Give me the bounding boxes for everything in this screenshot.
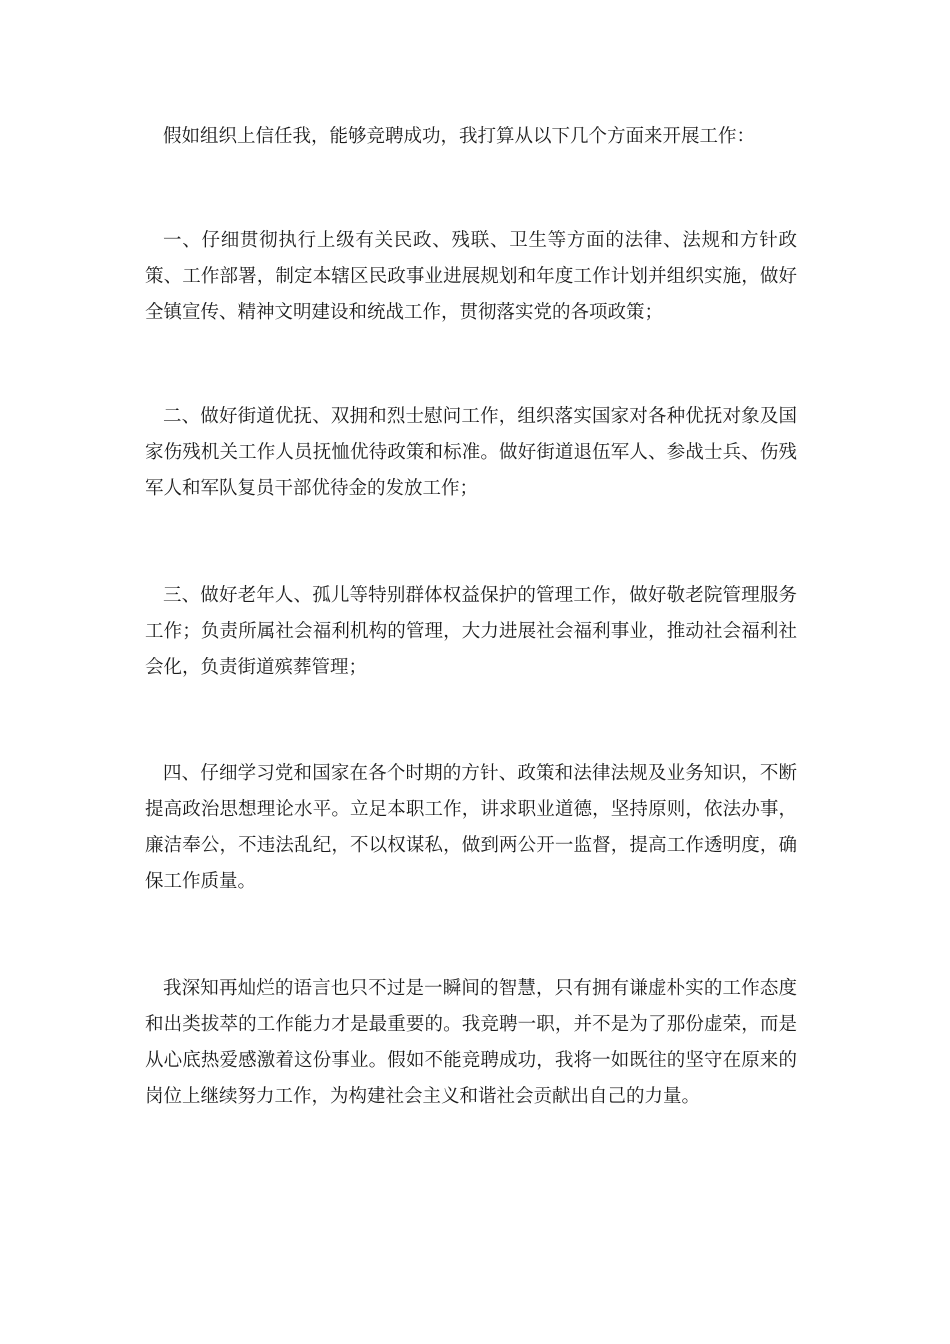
paragraph-item-1: 一、仔细贯彻执行上级有关民政、残联、卫生等方面的法律、法规和方针政策、工作部署，制定本辖区民政事业进展规划和年度工作计划并组织实施，做好全镇宣传、精神文明建设和统战工作，贯彻落实党的各项政策； bbox=[145, 230, 797, 323]
paragraph-closing: 我深知再灿烂的语言也只不过是一瞬间的智慧，只有拥有谦虚朴实的工作态度和出类拔萃的工作能力才是最重要的。我竞聘一职，并不是为了那份虚荣，而是从心底热爱感激着这份事业。假如不能竞聘成功，我将一如既往的坚守在原来的岗位上继续努力工作，为构建社会主义和谐社会贡献出自己的力量。 bbox=[145, 978, 797, 1107]
paragraph-item-4: 四、仔细学习党和国家在各个时期的方针、政策和法律法规及业务知识，不断提高政治思想理论水平。立足本职工作，讲求职业道德，坚持原则，依法办事，廉洁奉公，不违法乱纪，不以权谋私，做到两公开一监督，提高工作透明度，确保工作质量。 bbox=[145, 763, 797, 892]
paragraph-intro: 假如组织上信任我，能够竞聘成功，我打算从以下几个方面来开展工作： bbox=[163, 126, 756, 147]
paragraph-item-2: 二、做好街道优抚、双拥和烈士慰问工作，组织落实国家对各种优抚对象及国家伤残机关工作人员抚恤优待政策和标准。做好街道退伍军人、参战士兵、伤残军人和军队复员干部优待金的发放工作； bbox=[145, 406, 797, 499]
paragraph-item-3: 三、做好老年人、孤儿等特别群体权益保护的管理工作，做好敬老院管理服务工作；负责所属社会福利机构的管理，大力进展社会福利事业，推动社会福利社会化，负责街道殡葬管理； bbox=[145, 585, 797, 678]
